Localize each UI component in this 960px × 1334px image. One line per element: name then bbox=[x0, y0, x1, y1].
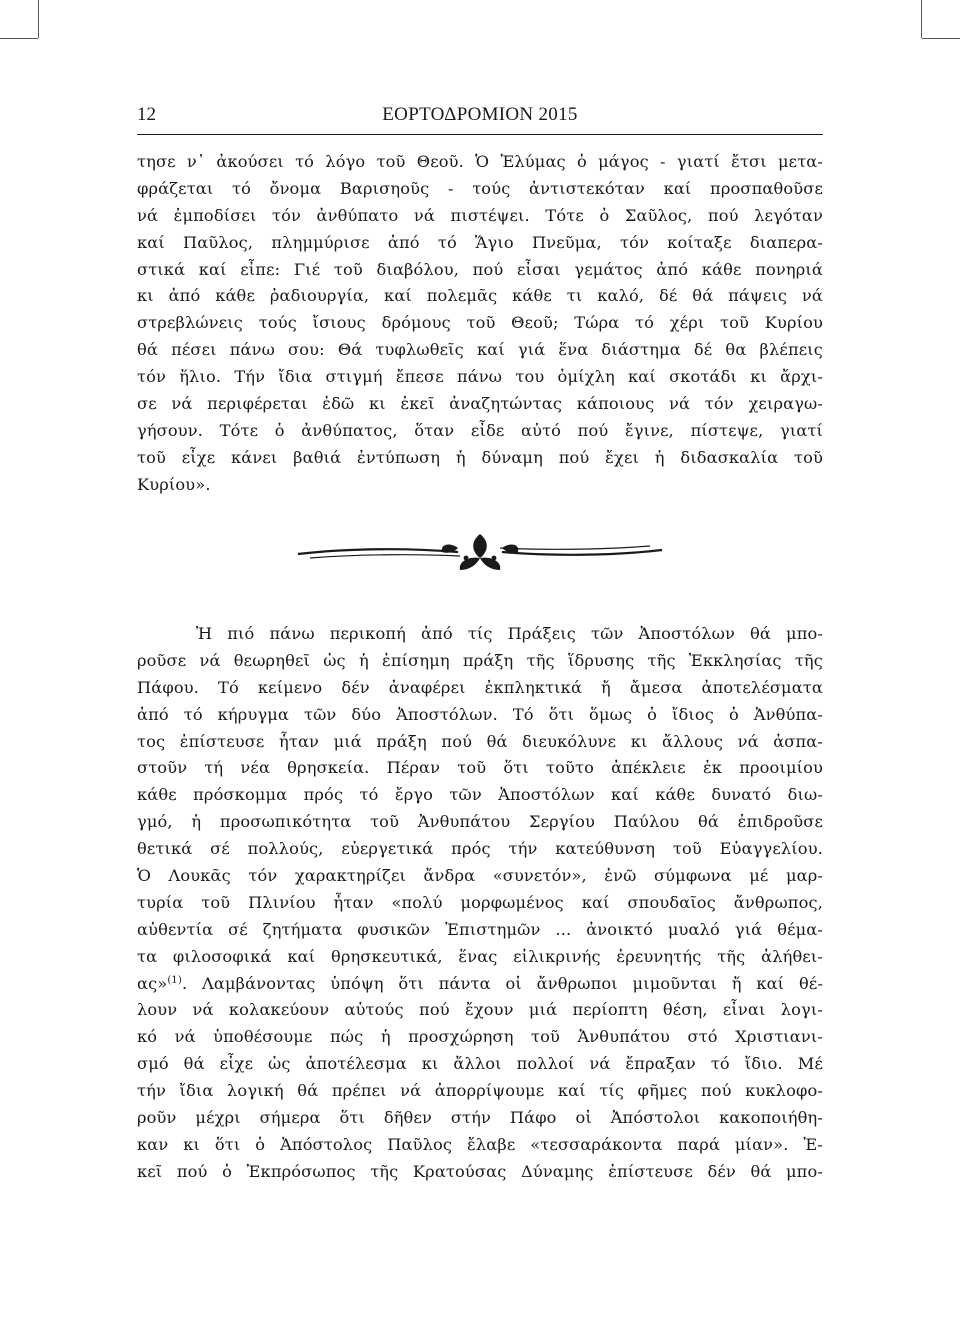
text-line: ροῦν μέχρι σήμερα ὅτι δῆθεν στήν Πάφο οἱ Ἀπόστολοι κακοποιήθη- bbox=[137, 1108, 823, 1128]
text-line: στικά καί εἶπε: Γιέ τοῦ διαβόλου, πού εἶσαι γεμάτος ἀπό κάθε πονηριά bbox=[137, 259, 823, 279]
decorative-divider-ornament bbox=[290, 528, 670, 576]
text-line-with-footnote bbox=[137, 971, 823, 998]
footnote-line-start: ας» bbox=[137, 973, 168, 993]
text-line: σε νά περιφέρεται ἐδῶ κι ἐκεῖ ἀναζητώντας κάποιους νά τόν χειραγω- bbox=[137, 394, 823, 414]
paragraph-1 bbox=[137, 149, 823, 499]
text-line: αὐθεντία σέ ζητήματα φυσικῶν Ἐπιστημῶν ... ἀνοικτό μυαλό γιά θέμα- bbox=[137, 919, 823, 939]
text-line: τος ἐπίστευσε ἦταν μιά πράξη πού θά διευκόλυνε κι ἄλλους νά ἀσπα- bbox=[137, 731, 823, 751]
crop-mark-top-left-v bbox=[38, 0, 39, 38]
crop-mark-top-right-v bbox=[921, 0, 922, 38]
running-title: ΕΟΡΤΟΔΡΟΜΙΟΝ 2015 bbox=[382, 104, 578, 125]
text-line: Κυρίου». bbox=[137, 474, 211, 494]
text-line: ἀπό τό κήρυγμα τῶν δύο Ἀποστόλων. Τό ὅτι ὅμως ὁ ἴδιος ὁ Ἀνθύπα- bbox=[137, 704, 823, 724]
text-line: ροῦσε νά θεωρηθεῖ ὡς ἡ ἐπίσημη πράξη τῆς ἵδρυσης τῆς Ἐκκλησίας τῆς bbox=[137, 650, 823, 670]
text-line: νά ἐμποδίσει τόν ἀνθύπατο νά πιστέψει. Τότε ὁ Σαῦλος, πού λεγόταν bbox=[137, 205, 823, 225]
text-line: Ὁ Λουκᾶς τόν χαρακτηρίζει ἄνδρα «συνετόν», ἐνῶ σύμφωνα μέ μαρ- bbox=[137, 866, 823, 886]
text-line: κι ἀπό κάθε ῥαδιουργία, καί πολεμᾶς κάθε τι καλό, δέ θά πάψεις νά bbox=[137, 286, 823, 306]
text-line: κάθε πρόσκομμα πρός τό ἔργο τῶν Ἀποστόλων καί κάθε δυνατό διω- bbox=[137, 785, 823, 805]
text-line: τυρία τοῦ Πλινίου ἦταν «πολύ μορφωμένος καί σπουδαῖος ἄνθρωπος, bbox=[137, 892, 823, 912]
text-line: θετικά σέ πολλούς, εὐεργετικά πρός τήν κατεύθυνση τοῦ Εὐαγγελίου. bbox=[137, 839, 823, 859]
text-line: στοῦν τή νέα θρησκεία. Πέραν τοῦ ὅτι τοῦτο ἀπέκλειε ἐκ προοιμίου bbox=[137, 758, 823, 778]
text-line: θά πέσει πάνω σου: Θά τυφλωθεῖς καί γιά ἕνα διάστημα δέ θα βλέπεις bbox=[137, 340, 823, 360]
text-line: φράζεται τό ὄνομα Βαρισηοῦς - τούς ἀντιστεκόταν καί προσπαθοῦσε bbox=[137, 178, 823, 198]
text-line: τοῦ εἶχε κάνει βαθιά ἐντύπωση ἡ δύναμη πού ἔχει ἡ διδασκαλία τοῦ bbox=[137, 447, 823, 467]
text-line: λουν νά κολακεύουν αὐτούς πού ἔχουν μιά περίοπτη θέση, εἶναι λογι- bbox=[137, 1000, 823, 1020]
text-line: τήν ἴδια λογική θά πρέπει νά ἀπορρίψουμε καί τίς φῆμες πού κυκλοφο- bbox=[137, 1081, 823, 1101]
text-line: σμό θά εἶχε ὡς ἀποτέλεσμα κι ἄλλοι πολλοί νά ἔπραξαν τό ἴδιο. Μέ bbox=[137, 1054, 823, 1074]
page-header bbox=[137, 100, 823, 130]
text-line: καί Παῦλος, πλημμύρισε ἀπό τό Ἅγιο Πνεῦμα, τόν κοίταξε διαπερα- bbox=[137, 232, 823, 252]
text-line: τησε ν᾽ ἀκούσει τό λόγο τοῦ Θεοῦ. Ὁ Ἐλύμας ὁ μάγος - γιατί ἔτσι μετα- bbox=[137, 152, 823, 171]
text-line: τα φιλοσοφικά καί θρησκευτικά, ἕνας εἰλικρινής ἐρευνητής τῆς ἀλήθει- bbox=[137, 946, 823, 966]
text-line: Ἡ πιό πάνω περικοπή ἀπό τίς Πράξεις τῶν Ἀποστόλων θά μπο- bbox=[196, 624, 823, 643]
text-line: κεῖ πού ὁ Ἐκπρόσωπος τῆς Κρατούσας Δύναμης ἐπίστευσε δέν θά μπο- bbox=[137, 1161, 823, 1181]
text-line: στρεβλώνεις τούς ἴσιους δρόμους τοῦ Θεοῦ; Τώρα τό χέρι τοῦ Κυρίου bbox=[137, 313, 823, 333]
crop-mark-top-right bbox=[922, 38, 960, 39]
text-line: Πάφου. Τό κείμενο δέν ἀναφέρει ἐκπληκτικά ἤ ἄμεσα ἀποτελέσματα bbox=[137, 677, 823, 697]
footnote-line-rest: . Λαμβάνοντας ὑπόψη ὅτι πάντα οἱ ἄνθρωποι μιμοῦνται ἤ καί θέ- bbox=[181, 973, 823, 993]
text-line: γήσουν. Τότε ὁ ἀνθύπατος, ὅταν εἶδε αὐτό πού ἔγινε, πίστεψε, γιατί bbox=[137, 420, 823, 440]
page-number: 12 bbox=[137, 104, 156, 125]
text-line: καν κι ὅτι ὁ Ἀπόστολος Παῦλος ἔλαβε «τεσσαράκοντα παρά μίαν». Ἐ- bbox=[137, 1134, 823, 1154]
text-line: κό νά ὑποθέσουμε πώς ἡ προσχώρηση τοῦ Ἀνθυπάτου στό Χριστιανι- bbox=[137, 1027, 823, 1047]
paragraph-2 bbox=[137, 621, 823, 1186]
header-rule bbox=[137, 134, 823, 135]
footnote-reference[interactable]: (1) bbox=[167, 974, 182, 986]
text-line: τόν ἥλιο. Τήν ἴδια στιγμή ἔπεσε πάνω του ὁμίχλη καί σκοτάδι κι ἄρχι- bbox=[137, 367, 823, 387]
crop-mark-top-left bbox=[0, 38, 38, 39]
text-line: γμό, ἡ προσωπικότητα τοῦ Ἀνθυπάτου Σεργίου Παύλου θά ἐπιδροῦσε bbox=[137, 812, 823, 832]
